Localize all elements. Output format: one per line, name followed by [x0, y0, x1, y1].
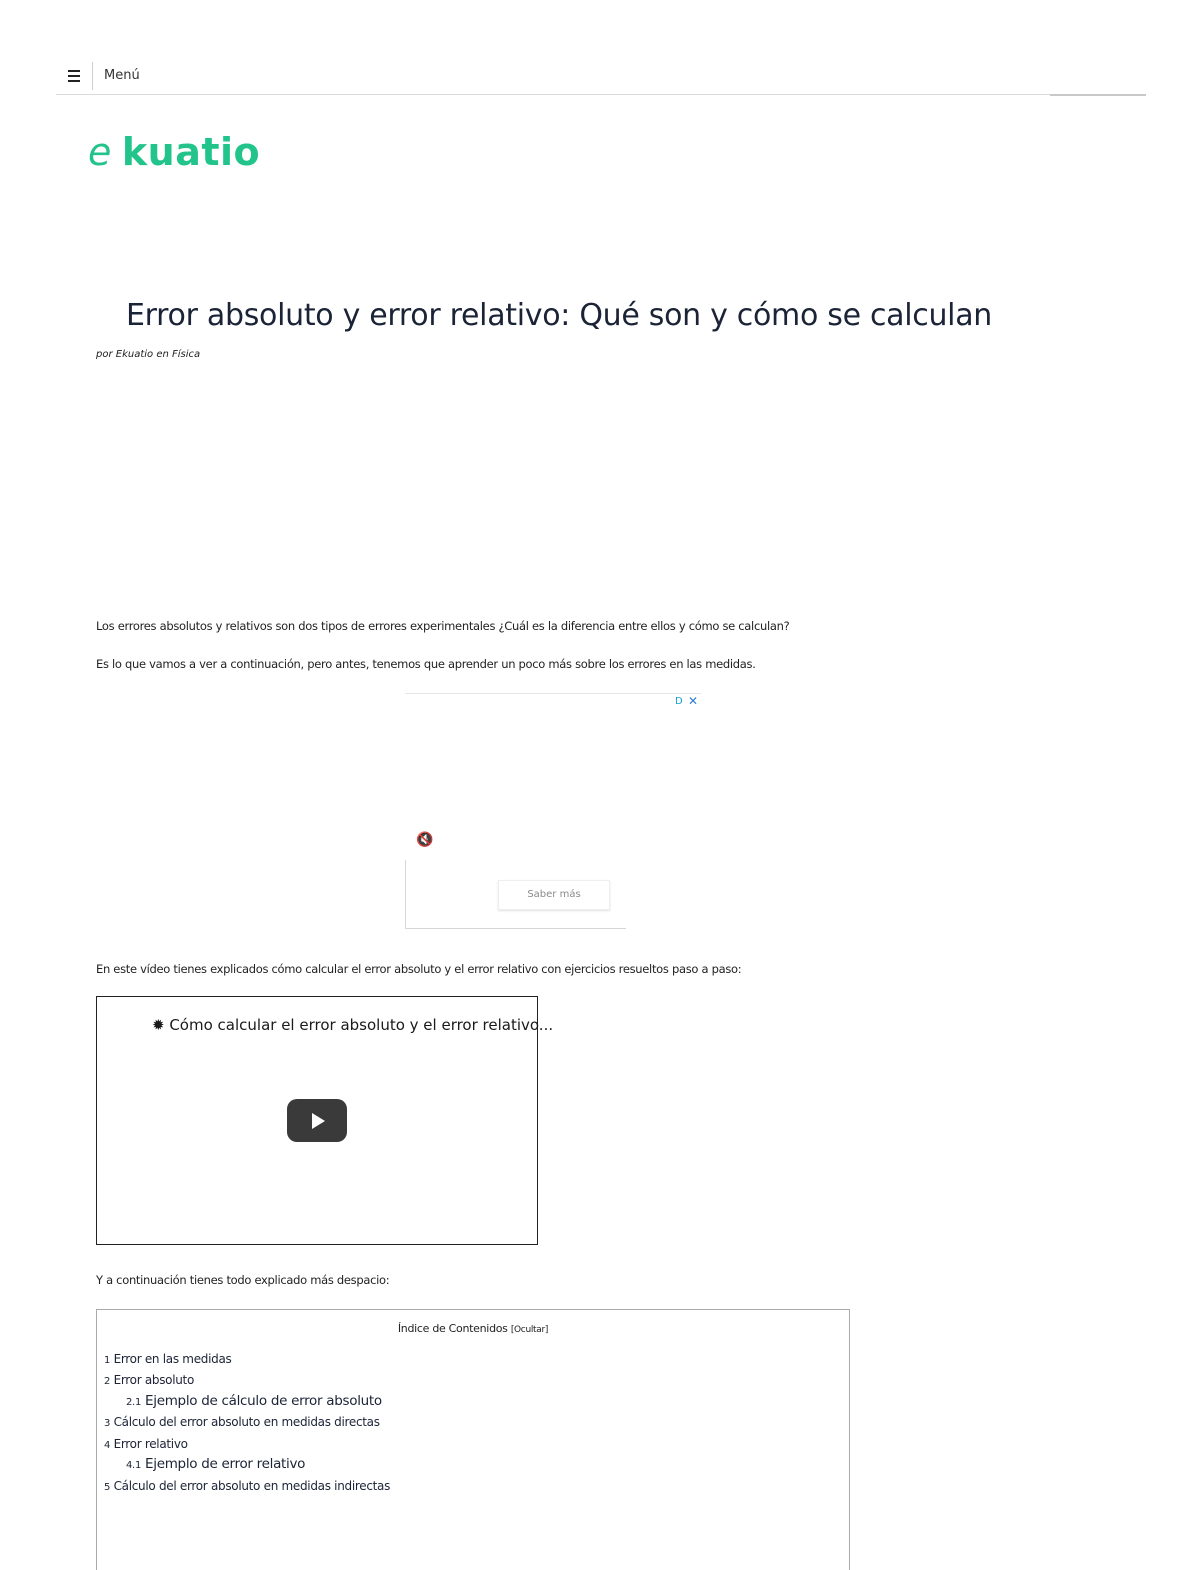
- page-title: Error absoluto y error relativo: Qué son y cómo se calculan: [126, 298, 993, 333]
- table-of-contents: [96, 1309, 850, 1570]
- toc-heading: [96, 1322, 850, 1335]
- byline: por Ekuatio en Física: [96, 349, 201, 360]
- mute-icon[interactable]: 🔇: [416, 832, 434, 848]
- toc-item[interactable]: 5 Cálculo del error absoluto en medidas indirectas: [104, 1479, 391, 1493]
- logo-text: kuatio: [121, 130, 261, 174]
- intro-paragraph-2: Es lo que vamos a ver a continuación, pero antes, tenemos que aprender un poco más sobre los errores en las medidas.: [96, 657, 756, 671]
- toc-subitem[interactable]: 2.1 Ejemplo de cálculo de error absoluto: [126, 1393, 382, 1409]
- video-intro-paragraph: En este vídeo tienes explicados cómo calcular el error absoluto y el error relativo con ejercicios resueltos paso a paso:: [96, 962, 742, 976]
- toc-title: Índice de Contenidos: [397, 1322, 508, 1335]
- menu-divider: [92, 62, 93, 90]
- toc-toggle-link[interactable]: [Ocultar]: [510, 1325, 549, 1335]
- play-icon[interactable]: [287, 1099, 347, 1142]
- intro-paragraph-1: Los errores absolutos y relativos son dos tipos de errores experimentales ¿Cuál es la diferencia entre ellos y cómo se calculan?: [96, 619, 790, 633]
- ad-close-icon[interactable]: ✕: [688, 694, 699, 708]
- video-title[interactable]: ✹ Cómo calcular el error absoluto y el error relativo...: [152, 1016, 554, 1034]
- header-divider-accent: [1050, 94, 1146, 96]
- toc-item[interactable]: 2 Error absoluto: [104, 1373, 194, 1387]
- toc-item[interactable]: 1 Error en las medidas: [104, 1352, 232, 1366]
- ad-choices-icon[interactable]: D: [675, 696, 683, 707]
- after-video-paragraph: Y a continuación tienes todo explicado más despacio:: [96, 1273, 390, 1287]
- ad-divider: [405, 693, 701, 694]
- menu-label[interactable]: Menú: [104, 68, 140, 83]
- play-triangle: [312, 1113, 325, 1129]
- toc-item[interactable]: 3 Cálculo del error absoluto en medidas directas: [104, 1415, 380, 1429]
- logo-mark: e: [88, 130, 112, 174]
- toc-item[interactable]: 4 Error relativo: [104, 1437, 188, 1451]
- hamburger-icon[interactable]: [68, 70, 80, 82]
- site-logo[interactable]: [88, 130, 260, 174]
- header-divider: [56, 94, 1146, 95]
- saber-mas-button[interactable]: Saber más: [498, 880, 610, 910]
- toc-subitem[interactable]: 4.1 Ejemplo de error relativo: [126, 1456, 306, 1472]
